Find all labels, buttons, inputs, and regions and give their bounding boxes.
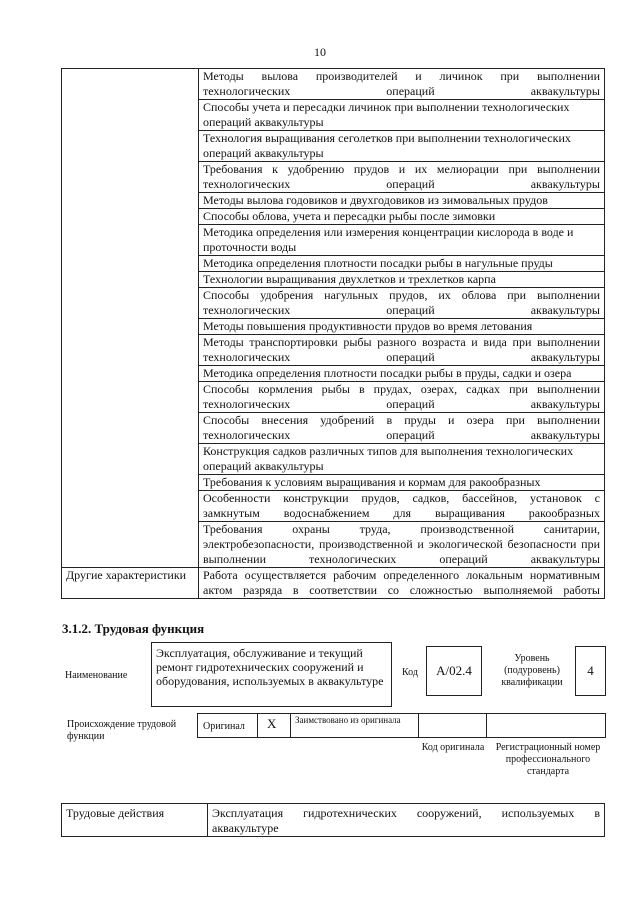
function-name-box: Эксплуатация, обслуживание и текущий ремонт гидротехнических сооружений и оборудования, используемых в аквакультуре xyxy=(151,642,392,707)
other-characteristics-text: Работа осуществляется рабочим определенного локальным нормативным актом разряда в соответствии со сложностью выполняемой работы xyxy=(199,568,605,599)
knowledge-item: Технология выращивания сеголетков при выполнении технологических операций аквакультуры xyxy=(199,131,605,162)
knowledge-item: Конструкция садков различных типов для выполнения технологических операций аквакультуры xyxy=(199,444,605,475)
original-label: Оригинал xyxy=(203,721,245,732)
original-mark-cell xyxy=(258,714,291,737)
level-box: 4 xyxy=(575,646,606,696)
knowledge-item: Методика определения плотности посадки рыбы в нагульные пруды xyxy=(199,256,605,272)
knowledge-item: Методика определения или измерения концентрации кислорода в воде и проточности воды xyxy=(199,225,605,256)
actions-text: Эксплуатация гидротехнических сооружений, используемых в аквакультуре xyxy=(212,806,600,835)
borrowed-label: Заимствовано из оригинала xyxy=(295,715,401,725)
origin-row xyxy=(197,713,606,738)
knowledge-item: Методы повышения продуктивности прудов во время летования xyxy=(199,319,605,335)
knowledge-item: Требования к удобрению прудов и их мелиорации при выполнении технологических операций аквакультуры xyxy=(199,162,605,193)
knowledge-item: Способы удобрения нагульных прудов, их облова при выполнении технологических операций аквакультуры xyxy=(199,288,605,319)
knowledge-item: Особенности конструкции прудов, садков, бассейнов, установок с замкнутым водоснабжением для выращивания ракообразных xyxy=(199,491,605,522)
code-original-cell xyxy=(419,714,487,737)
origin-label: Происхождение трудовой функции xyxy=(67,719,177,742)
knowledge-item: Способы кормления рыбы в прудах, озерах, садках при выполнении технологических операций аквакультуры xyxy=(199,382,605,413)
function-code-box: A/02.4 xyxy=(426,646,482,696)
knowledge-table xyxy=(61,68,605,599)
other-characteristics-label: Другие характеристики xyxy=(62,568,199,599)
knowledge-row xyxy=(62,69,605,100)
code-original-caption: Код оригинала xyxy=(421,742,485,753)
knowledge-label-cell xyxy=(62,69,199,568)
knowledge-item: Требования к условиям выращивания и кормам для ракообразных xyxy=(199,475,605,491)
name-label: Наименование xyxy=(65,670,128,681)
knowledge-item: Методы вылова производителей и личинок при выполнении технологических операций аквакультуры xyxy=(199,69,605,100)
page-number: 10 xyxy=(314,45,326,59)
knowledge-item: Методы транспортировки рыбы разного возраста и вида при выполнении технологических операций аквакультуры xyxy=(199,335,605,366)
borrowed-cell xyxy=(291,714,419,737)
original-cell xyxy=(198,714,258,737)
reg-number-cell xyxy=(487,714,605,737)
knowledge-item: Технологии выращивания двухлетков и трехлетков карпа xyxy=(199,272,605,288)
knowledge-item: Методика определения плотности посадки рыбы в пруды, садки и озера xyxy=(199,366,605,382)
other-characteristics-row xyxy=(62,568,605,599)
knowledge-item: Требования охраны труда, производственной санитарии, электробезопасности, производственной и экологической безопасности при выполнении технологических операций аквакультуры xyxy=(199,522,605,568)
knowledge-item: Способы облова, учета и пересадки рыбы после зимовки xyxy=(199,209,605,225)
original-mark: X xyxy=(267,716,277,731)
reg-number-caption: Регистрационный номер профессионального стандарта xyxy=(495,742,601,777)
knowledge-item: Способы учета и пересадки личинок при выполнении технологических операций аквакультуры xyxy=(199,100,605,131)
knowledge-item: Способы внесения удобрений в пруды и озера при выполнении технологических операций аквакультуры xyxy=(199,413,605,444)
knowledge-item: Методы вылова годовиков и двухгодовиков из зимовальных прудов xyxy=(199,193,605,209)
actions-label: Трудовые действия xyxy=(62,804,208,836)
section-title: 3.1.2. Трудовая функция xyxy=(62,621,205,636)
actions-table xyxy=(61,803,605,837)
level-label: Уровень (подуровень) квалификации xyxy=(501,653,563,688)
code-label: Код xyxy=(402,667,418,678)
